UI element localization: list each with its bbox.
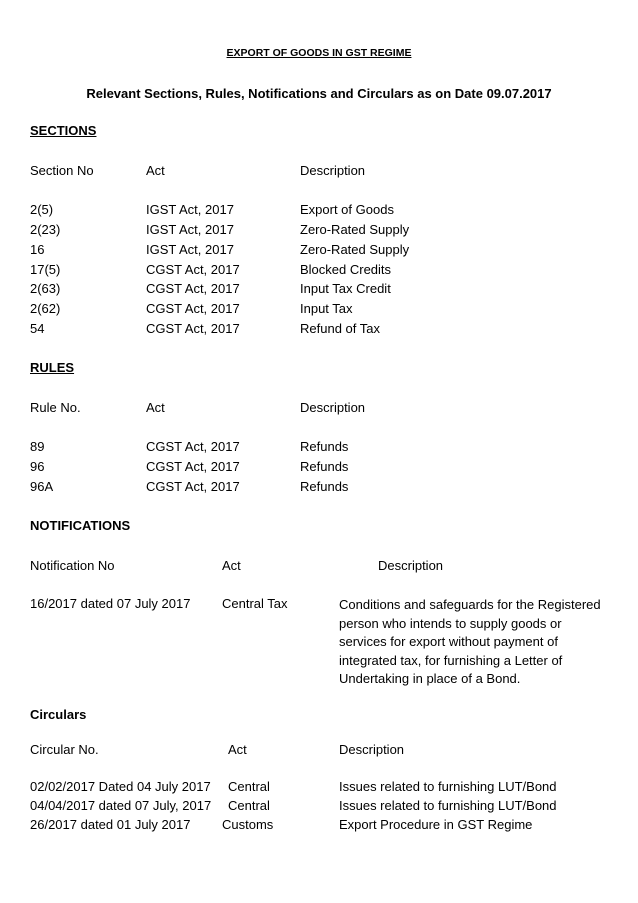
rules-header-description: Description — [300, 400, 366, 415]
rule-description: Refunds — [300, 459, 349, 474]
notification-no: 16/2017 dated 07 July 2017 — [30, 596, 191, 611]
section-description: Input Tax Credit — [300, 281, 391, 296]
sections-heading: SECTIONS — [30, 123, 97, 138]
rule-act: CGST Act, 2017 — [146, 439, 240, 454]
section-act: CGST Act, 2017 — [146, 301, 240, 316]
section-description: Input Tax — [300, 301, 353, 316]
section-act: CGST Act, 2017 — [146, 281, 240, 296]
section-act: IGST Act, 2017 — [146, 222, 234, 237]
notifications-header-act: Act — [222, 558, 241, 573]
section-description: Export of Goods — [300, 202, 394, 217]
circular-no: 02/02/2017 Dated 04 July 2017 — [30, 779, 211, 794]
circular-description: Issues related to furnishing LUT/Bond — [339, 779, 557, 794]
section-no: 2(63) — [30, 281, 61, 296]
rule-act: CGST Act, 2017 — [146, 459, 240, 474]
circular-act: Customs — [222, 817, 274, 832]
circular-no: 04/04/2017 dated 07 July, 2017 — [30, 798, 212, 813]
notifications-heading: NOTIFICATIONS — [30, 518, 131, 533]
section-description: Zero-Rated Supply — [300, 242, 410, 257]
section-description: Refund of Tax — [300, 321, 380, 336]
rule-no: 89 — [30, 439, 45, 454]
document-subtitle: Relevant Sections, Rules, Notifications and Circulars as on Date 09.07.2017 — [86, 86, 552, 101]
rule-description: Refunds — [300, 439, 349, 454]
document-title: EXPORT OF GOODS IN GST REGIME — [226, 47, 412, 59]
section-act: IGST Act, 2017 — [146, 242, 234, 257]
section-no: 54 — [30, 321, 45, 336]
section-act: CGST Act, 2017 — [146, 321, 240, 336]
circulars-header-no: Circular No. — [30, 742, 99, 757]
circulars-header-act: Act — [228, 742, 247, 757]
sections-header-description: Description — [300, 163, 366, 178]
circular-description: Export Procedure in GST Regime — [339, 817, 533, 832]
circular-act: Central — [228, 798, 270, 813]
section-no: 16 — [30, 242, 45, 257]
rule-act: CGST Act, 2017 — [146, 479, 240, 494]
notifications-header-description: Description — [378, 558, 444, 573]
section-act: CGST Act, 2017 — [146, 262, 240, 277]
sections-header-no: Section No — [30, 163, 94, 178]
circulars-heading: Circulars — [30, 707, 87, 722]
rule-no: 96 — [30, 459, 45, 474]
section-description: Zero-Rated Supply — [300, 222, 410, 237]
section-no: 2(5) — [30, 202, 54, 217]
circulars-header-description: Description — [339, 742, 405, 757]
section-no: 2(62) — [30, 301, 61, 316]
notification-description: Conditions and safeguards for the Registered person who intends to supply goods or services for export without payment of integrated tax, for furnishing a Letter of Undertaking in place of a Bond. — [339, 597, 601, 686]
section-description: Blocked Credits — [300, 262, 392, 277]
notifications-header-no: Notification No — [30, 558, 115, 573]
circular-description: Issues related to furnishing LUT/Bond — [339, 798, 557, 813]
circular-no: 26/2017 dated 01 July 2017 — [30, 817, 191, 832]
rule-no: 96A — [30, 479, 54, 494]
notification-act: Central Tax — [222, 596, 288, 611]
rules-header-no: Rule No. — [30, 400, 81, 415]
section-act: IGST Act, 2017 — [146, 202, 234, 217]
rules-heading: RULES — [30, 360, 75, 375]
circular-act: Central — [228, 779, 270, 794]
section-no: 2(23) — [30, 222, 61, 237]
sections-header-act: Act — [146, 163, 165, 178]
rule-description: Refunds — [300, 479, 349, 494]
section-no: 17(5) — [30, 262, 61, 277]
rules-header-act: Act — [146, 400, 165, 415]
